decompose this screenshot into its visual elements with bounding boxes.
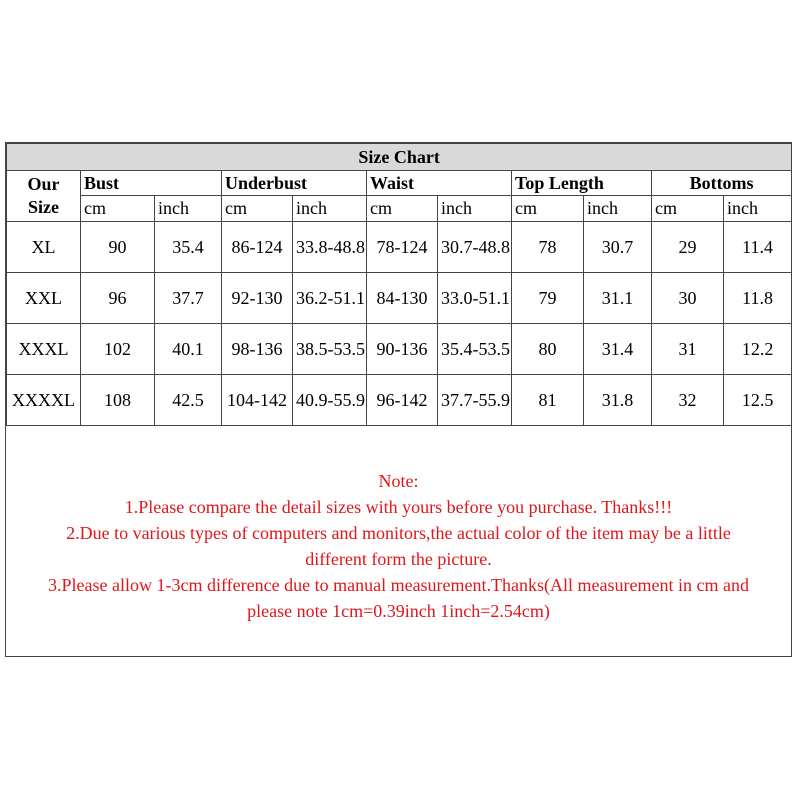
table-cell: 104-142 [222, 375, 293, 426]
table-cell: 78 [512, 222, 584, 273]
table-cell: 37.7 [155, 273, 222, 324]
unit-header: inch [438, 196, 512, 222]
table-cell: 102 [81, 324, 155, 375]
table-cell: 92-130 [222, 273, 293, 324]
table-cell: 35.4-53.5 [438, 324, 512, 375]
our-size-header-line2: Size [28, 197, 59, 217]
note-line-2: 2.Due to various types of computers and monitors,the actual color of the item may be a little different form the picture. [66, 523, 731, 569]
table-row [7, 222, 792, 273]
table-cell: 29 [652, 222, 724, 273]
size-cell: XXXL [7, 324, 81, 375]
table-cell: 11.4 [724, 222, 792, 273]
unit-header: cm [81, 196, 155, 222]
table-cell: 80 [512, 324, 584, 375]
table-cell: 31 [652, 324, 724, 375]
table-cell: 12.5 [724, 375, 792, 426]
size-cell: XXXXL [7, 375, 81, 426]
bottoms-header: Bottoms [652, 171, 792, 196]
table-cell: 42.5 [155, 375, 222, 426]
table-row [7, 324, 792, 375]
table-cell: 12.2 [724, 324, 792, 375]
table-cell: 30 [652, 273, 724, 324]
size-cell: XXL [7, 273, 81, 324]
table-cell: 98-136 [222, 324, 293, 375]
table-cell: 81 [512, 375, 584, 426]
our-size-header-line1: Our [27, 174, 60, 194]
notes-section [6, 432, 791, 624]
unit-header: inch [724, 196, 792, 222]
unit-header: inch [293, 196, 367, 222]
table-cell: 108 [81, 375, 155, 426]
table-cell: 36.2-51.1 [293, 273, 367, 324]
table-cell: 31.1 [584, 273, 652, 324]
table-cell: 40.9-55.9 [293, 375, 367, 426]
note-line-3: 3.Please allow 1-3cm difference due to manual measurement.Thanks(All measurement in cm and please note 1cm=0.39inch 1inch=2.54cm) [48, 575, 749, 621]
table-cell: 37.7-55.9 [438, 375, 512, 426]
underbust-header: Underbust [222, 171, 367, 196]
note-heading: Note: [378, 471, 419, 491]
table-cell: 78-124 [367, 222, 438, 273]
waist-header: Waist [367, 171, 512, 196]
table-cell: 31.8 [584, 375, 652, 426]
size-cell: XL [7, 222, 81, 273]
table-cell: 86-124 [222, 222, 293, 273]
table-cell: 40.1 [155, 324, 222, 375]
table-cell: 31.4 [584, 324, 652, 375]
table-cell: 84-130 [367, 273, 438, 324]
our-size-header [7, 171, 81, 222]
table-cell: 33.0-51.1 [438, 273, 512, 324]
size-chart-sheet [5, 142, 792, 657]
table-cell: 30.7-48.8 [438, 222, 512, 273]
unit-header: cm [222, 196, 293, 222]
table-cell: 90-136 [367, 324, 438, 375]
table-cell: 35.4 [155, 222, 222, 273]
table-cell: 79 [512, 273, 584, 324]
unit-header: cm [652, 196, 724, 222]
table-title: Size Chart [7, 144, 792, 171]
table-cell: 90 [81, 222, 155, 273]
table-cell: 30.7 [584, 222, 652, 273]
unit-header: cm [512, 196, 584, 222]
note-line-1: 1.Please compare the detail sizes with yours before you purchase. Thanks!!! [124, 497, 673, 517]
table-row [7, 375, 792, 426]
size-table [6, 143, 792, 426]
table-cell: 96 [81, 273, 155, 324]
table-cell: 11.8 [724, 273, 792, 324]
table-cell: 38.5-53.5 [293, 324, 367, 375]
table-cell: 32 [652, 375, 724, 426]
top-length-header: Top Length [512, 171, 652, 196]
unit-header: inch [584, 196, 652, 222]
unit-header: cm [367, 196, 438, 222]
table-cell: 33.8-48.8 [293, 222, 367, 273]
unit-header: inch [155, 196, 222, 222]
table-row [7, 273, 792, 324]
table-cell: 96-142 [367, 375, 438, 426]
bust-header: Bust [81, 171, 222, 196]
